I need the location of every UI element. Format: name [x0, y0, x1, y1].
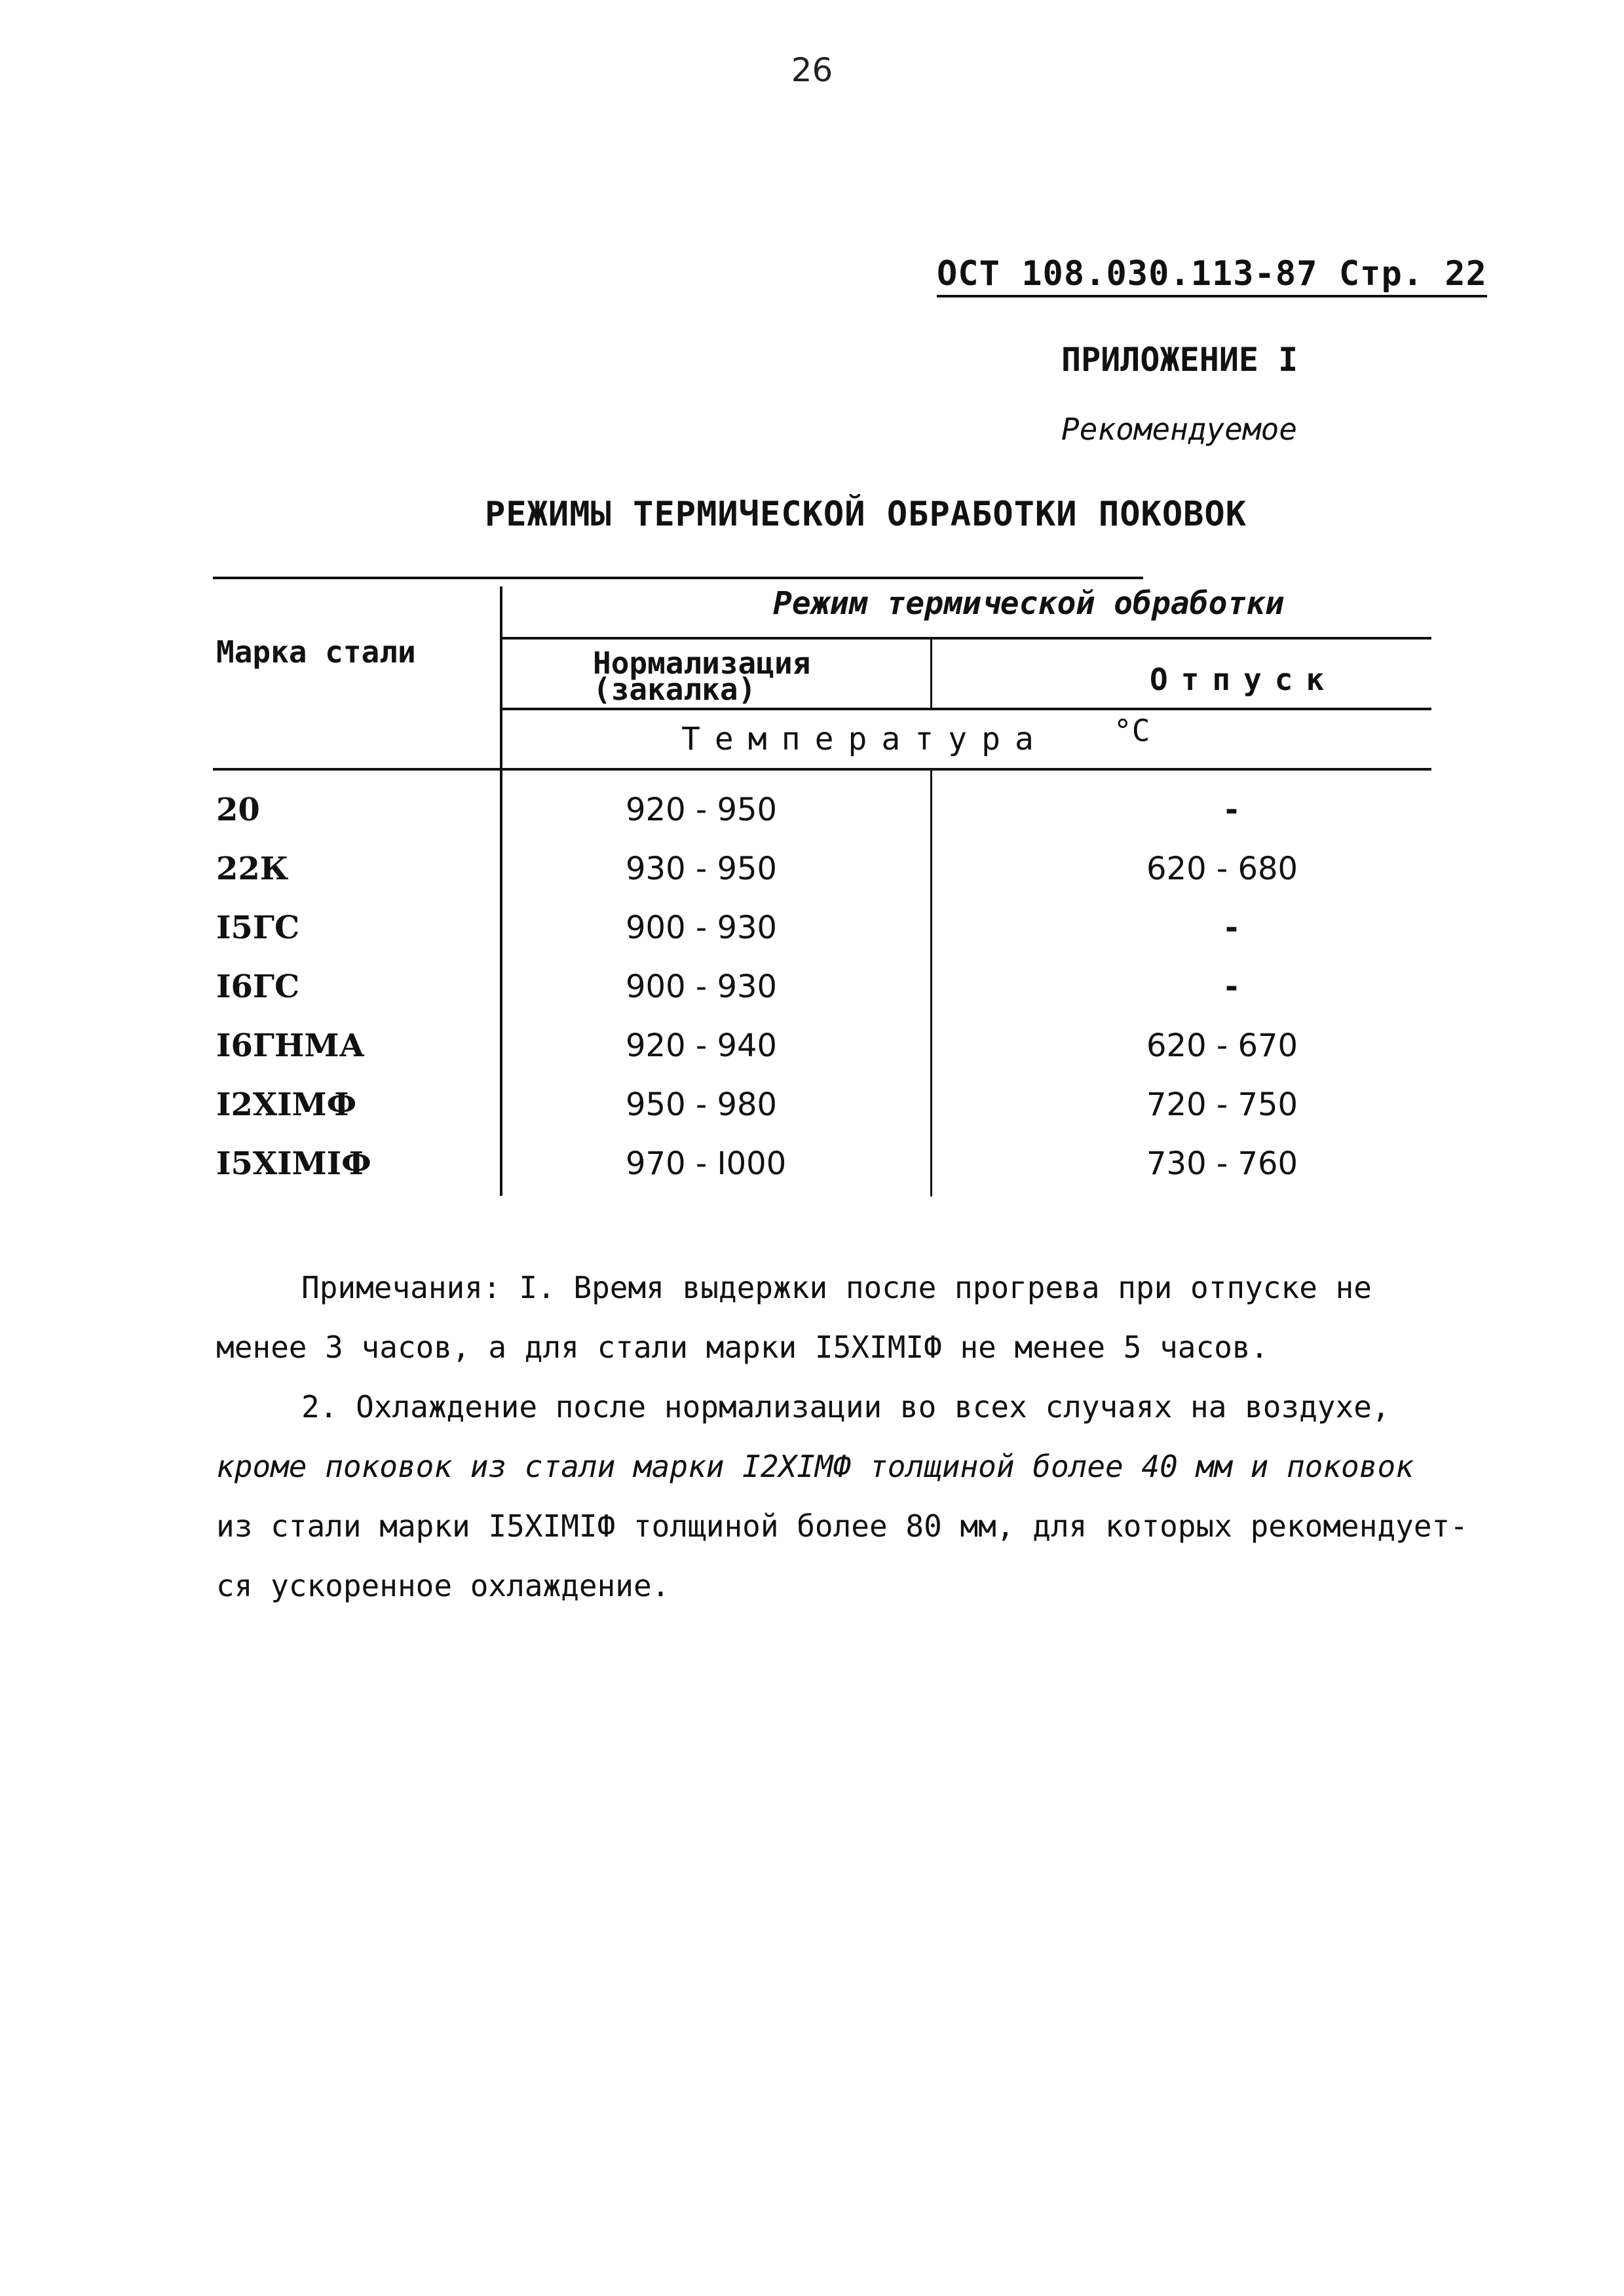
- note-line: Примечания: I. Время выдержки после прогрева при отпуске не: [301, 1270, 1372, 1305]
- temperature-unit: °С: [1114, 713, 1150, 748]
- cell-normalization: 930 - 950: [626, 851, 778, 887]
- document-title: РЕЖИМЫ ТЕРМИЧЕСКОЙ ОБРАБОТКИ ПОКОВОК: [485, 495, 1247, 534]
- norm-column-divider-header: [930, 640, 932, 708]
- recommendation-status: Рекомендуемое: [1061, 411, 1298, 447]
- note-line: кроме поковок из стали марки I2XIМФ толщиной более 40 мм и поковок: [216, 1449, 1414, 1484]
- cell-steel-mark: 20: [216, 792, 260, 828]
- note-line: 2. Охлаждение после нормализации во всех случаях на воздухе,: [301, 1389, 1390, 1425]
- page-number: 26: [791, 51, 833, 89]
- cell-steel-mark: 22К: [216, 851, 289, 887]
- cell-steel-mark: I2XIМФ: [216, 1086, 357, 1123]
- column-header-mark: Марка стали: [216, 634, 416, 670]
- cell-tempering: -: [1225, 968, 1238, 1005]
- cell-tempering: 730 - 760: [1146, 1145, 1298, 1182]
- note-line: ся ускоренное охлаждение.: [216, 1568, 670, 1603]
- group-header: Режим термической обработки: [773, 585, 1285, 622]
- cell-normalization: 920 - 950: [626, 792, 778, 828]
- column-header-normalization: Нормализация: [593, 645, 811, 681]
- cell-normalization: 900 - 930: [626, 968, 778, 1005]
- subheader-temperature: Температура: [681, 721, 1048, 757]
- note-line: из стали марки I5XIМIФ толщиной более 80 мм, для которых рекомендует-: [216, 1508, 1468, 1544]
- column-header-tempering: Отпуск: [1150, 662, 1338, 697]
- cell-steel-mark: I5ГС: [216, 909, 300, 946]
- cell-tempering: 720 - 750: [1146, 1086, 1298, 1123]
- norm-column-divider-body: [930, 771, 932, 1196]
- cell-tempering: -: [1225, 792, 1238, 828]
- cell-tempering: 620 - 680: [1146, 851, 1298, 887]
- cell-steel-mark: I6ГНМА: [216, 1027, 365, 1064]
- cell-normalization: 900 - 930: [626, 909, 778, 946]
- table-top-rule: [213, 577, 1143, 579]
- header-bottom-rule: [213, 768, 1431, 771]
- standard-reference: ОСТ 108.030.113-87 Стр. 22: [937, 254, 1487, 297]
- cell-normalization: 920 - 940: [626, 1027, 778, 1064]
- cell-steel-mark: I6ГС: [216, 968, 300, 1005]
- column-header-rule: [501, 708, 1431, 710]
- cell-steel-mark: I5XIМIФ: [216, 1145, 371, 1182]
- note-line: менее 3 часов, а для стали марки I5XIМIФ не менее 5 часов.: [216, 1330, 1269, 1365]
- cell-tempering: 620 - 670: [1146, 1027, 1298, 1064]
- group-header-rule: [501, 637, 1431, 640]
- notes-block: [216, 1258, 1468, 1616]
- cell-normalization: 970 - I000: [626, 1145, 787, 1182]
- cell-tempering: -: [1225, 909, 1238, 946]
- column-header-quench: (закалка): [593, 672, 757, 707]
- appendix-label: ПРИЛОЖЕНИЕ I: [1061, 341, 1298, 379]
- mark-column-divider: [500, 586, 502, 1196]
- cell-normalization: 950 - 980: [626, 1086, 778, 1123]
